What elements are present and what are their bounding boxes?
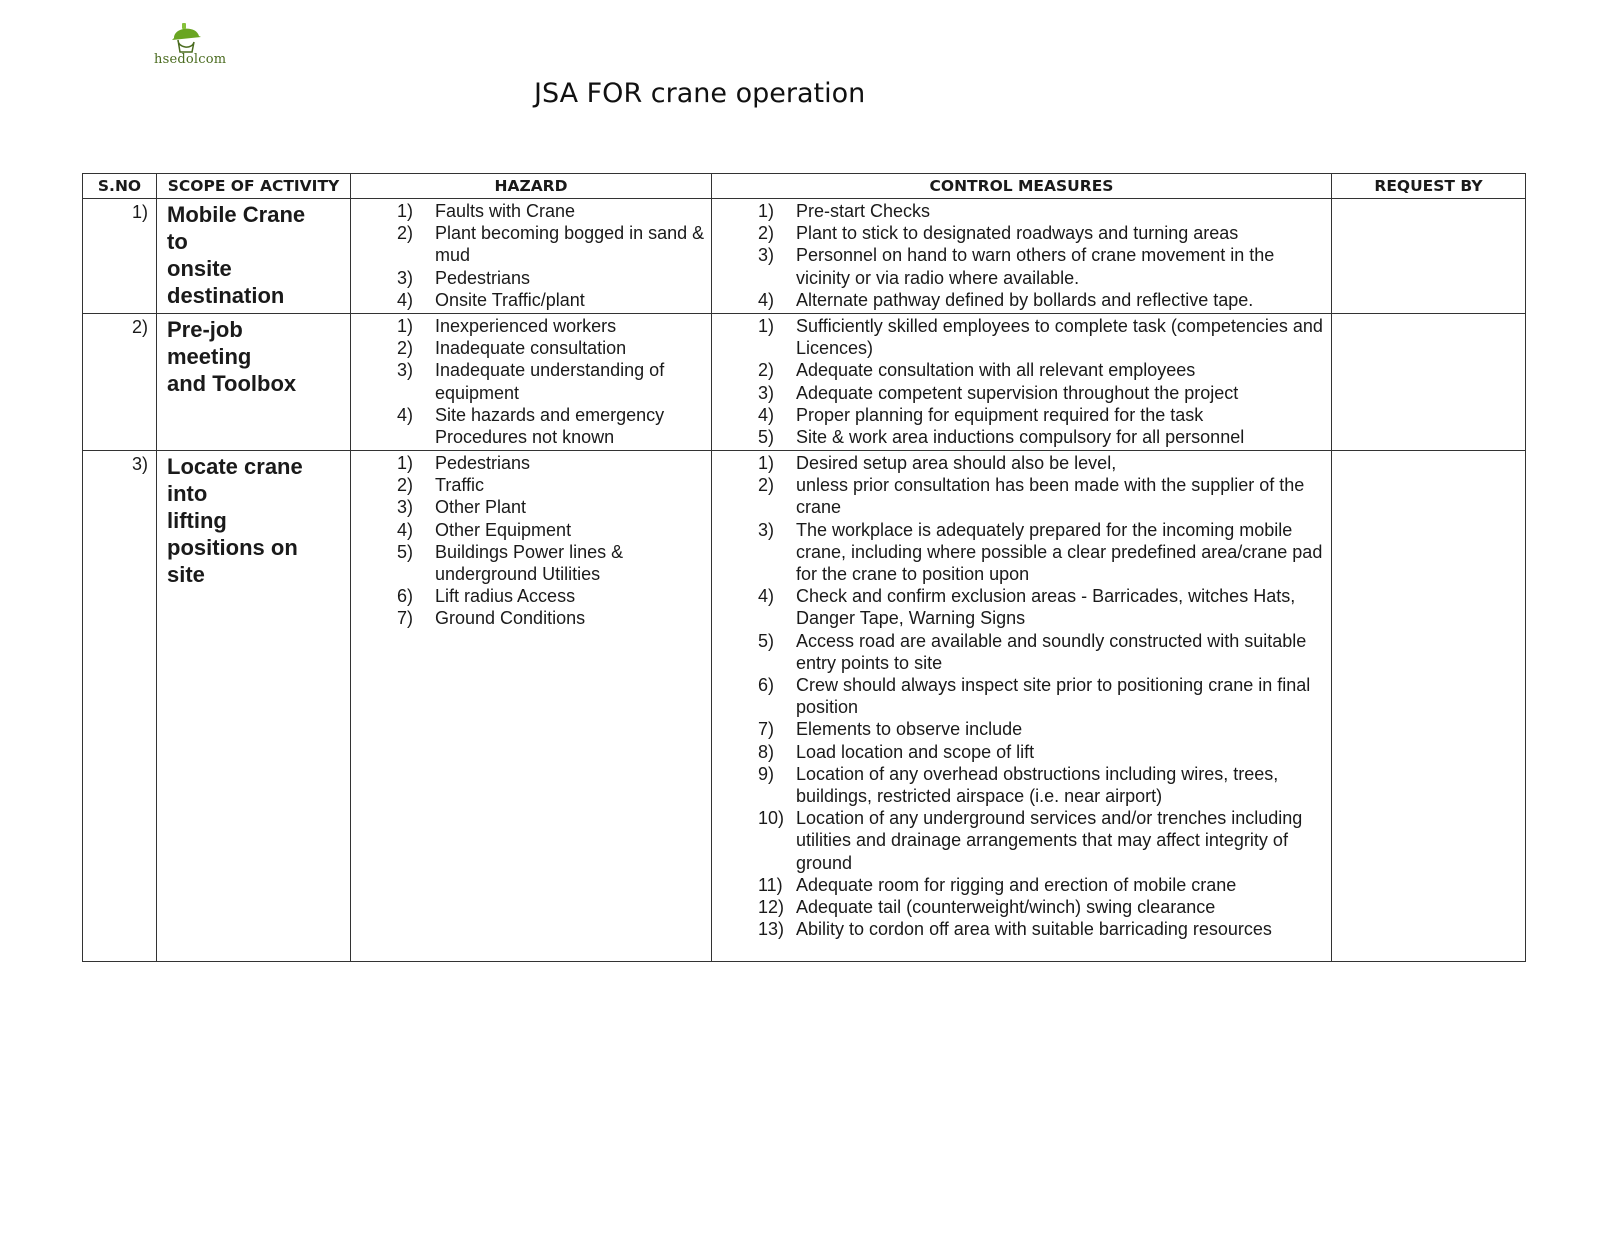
item-number: 2)	[397, 338, 414, 359]
item-number: 5)	[758, 427, 775, 448]
item-text: Lift radius Access	[435, 586, 576, 607]
hazard-item	[351, 289, 707, 311]
hazard-item	[351, 222, 707, 266]
item-text: Faults with Crane	[435, 201, 576, 221]
item-number: 2)	[397, 475, 414, 496]
item-number: 1)	[758, 316, 775, 336]
scope-line: Locate crane	[167, 454, 303, 479]
item-number: 3)	[397, 267, 414, 288]
row-number: 3)	[83, 451, 157, 962]
scope-line: onsite	[167, 256, 232, 281]
control-item	[712, 289, 1327, 311]
item-text: Plant becoming bogged in sand & mud	[435, 223, 705, 266]
item-text: Pre-start Checks	[796, 201, 931, 221]
control-item	[712, 200, 1327, 222]
hazard-list	[351, 315, 707, 448]
scope-line: positions on	[167, 535, 298, 560]
item-text: Site & work area inductions compulsory for all personnel	[796, 427, 1245, 448]
control-item	[712, 474, 1327, 518]
hazard-item	[351, 337, 707, 359]
control-item	[712, 382, 1327, 404]
item-number: 3)	[758, 519, 775, 540]
column-header-control-measures: CONTROL MEASURES	[712, 174, 1332, 199]
item-text: Check and confirm exclusion areas - Barricades, witches Hats, Danger Tape, Warning Signs	[796, 586, 1296, 629]
hazard-cell	[351, 314, 712, 451]
item-text: Sufficiently skilled employees to complete task (competencies and Licences)	[796, 316, 1323, 359]
request-by-cell	[1332, 314, 1526, 451]
item-number: 1)	[397, 201, 414, 221]
item-text: Load location and scope of lift	[796, 741, 1035, 762]
scope-of-activity	[157, 314, 351, 451]
item-number: 4)	[397, 404, 414, 425]
item-number: 9)	[758, 763, 775, 784]
scope-line: to	[167, 229, 188, 254]
item-text: Inadequate understanding of equipment	[435, 360, 665, 403]
item-text: Buildings Power lines & underground Utilities	[435, 541, 624, 585]
hazard-item	[351, 200, 707, 222]
table-row	[83, 451, 1526, 962]
control-item	[712, 874, 1327, 896]
item-number: 1)	[397, 453, 414, 473]
control-item	[712, 585, 1327, 629]
item-text: Adequate consultation with all relevant employees	[796, 360, 1196, 381]
item-number: 2)	[397, 223, 414, 244]
scope-line: Mobile Crane	[167, 202, 306, 227]
control-item	[712, 452, 1327, 474]
scope-of-activity	[157, 199, 351, 314]
item-text: Location of any overhead obstructions including wires, trees, buildings, restricted airspace (i.e. near airport)	[796, 763, 1279, 807]
item-number: 4)	[758, 586, 775, 607]
control-item	[712, 896, 1327, 918]
control-item	[712, 519, 1327, 586]
item-text: Adequate competent supervision throughout the project	[796, 382, 1239, 403]
item-number: 2)	[758, 475, 775, 496]
item-number: 3)	[758, 245, 775, 266]
item-text: Inexperienced workers	[435, 316, 617, 336]
control-item	[712, 763, 1327, 807]
item-number: 1)	[397, 316, 414, 336]
column-header-scope: SCOPE OF ACTIVITY	[157, 174, 351, 199]
item-number: 4)	[758, 289, 775, 310]
item-number: 10)	[758, 808, 785, 829]
request-by-cell	[1332, 451, 1526, 962]
item-text: unless prior consultation has been made with the supplier of the crane	[796, 475, 1305, 518]
item-text: Crew should always inspect site prior to positioning crane in final position	[796, 675, 1311, 718]
company-logo	[150, 22, 227, 70]
item-number: 6)	[758, 675, 775, 696]
item-number: 3)	[758, 382, 775, 403]
hazard-item	[351, 315, 707, 337]
control-measures-cell	[712, 451, 1332, 962]
row-number: 2)	[83, 314, 157, 451]
item-number: 2)	[758, 223, 775, 244]
hazard-cell	[351, 199, 712, 314]
control-item	[712, 674, 1327, 718]
item-text: Desired setup area should also be level,	[796, 453, 1117, 473]
hardhat-worker-icon	[168, 22, 204, 54]
item-text: Elements to observe include	[796, 719, 1023, 740]
item-text: Adequate room for rigging and erection of mobile crane	[796, 874, 1237, 895]
control-measures-cell	[712, 199, 1332, 314]
item-number: 11)	[758, 874, 783, 895]
control-measures-list	[712, 200, 1327, 311]
scope-line: lifting	[167, 508, 227, 533]
control-item	[712, 244, 1327, 288]
item-text: Plant to stick to designated roadways and turning areas	[796, 223, 1239, 244]
item-number: 3)	[397, 360, 414, 381]
item-number: 1)	[758, 201, 775, 221]
hazard-item	[351, 404, 707, 448]
item-text: Ability to cordon off area with suitable barricading resources	[796, 919, 1272, 940]
control-item	[712, 315, 1327, 359]
item-text: Adequate tail (counterweight/winch) swing clearance	[796, 897, 1216, 918]
scope-of-activity	[157, 451, 351, 962]
item-number: 13)	[758, 919, 785, 940]
request-by-cell	[1332, 199, 1526, 314]
item-text: Other Plant	[435, 497, 527, 518]
hazard-item	[351, 267, 707, 289]
control-item	[712, 359, 1327, 381]
hazard-item	[351, 585, 707, 607]
item-text: Inadequate consultation	[435, 338, 627, 359]
table-row	[83, 199, 1526, 314]
item-text: Personnel on hand to warn others of crane movement in the vicinity or via radio where available.	[796, 245, 1275, 288]
item-text: Pedestrians	[435, 453, 531, 473]
control-item	[712, 426, 1327, 448]
item-number: 8)	[758, 741, 775, 762]
item-number: 5)	[758, 630, 775, 651]
column-header-hazard: HAZARD	[351, 174, 712, 199]
control-item	[712, 630, 1327, 674]
scope-line: into	[167, 481, 208, 506]
hazard-item	[351, 452, 707, 474]
hazard-list	[351, 200, 707, 311]
item-text: Proper planning for equipment required for the task	[796, 404, 1204, 425]
control-measures-list	[712, 452, 1327, 940]
scope-line: site	[167, 562, 205, 587]
hazard-item	[351, 474, 707, 496]
control-item	[712, 918, 1327, 940]
item-text: Site hazards and emergency Procedures not known	[435, 404, 665, 448]
scope-line: destination	[167, 283, 285, 308]
item-text: Access road are available and soundly constructed with suitable entry points to site	[796, 630, 1307, 673]
item-text: Location of any underground services and/or trenches including utilities and drainage arrangements that may affect integrity of ground	[796, 808, 1303, 873]
item-text: Ground Conditions	[435, 608, 586, 629]
control-item	[712, 807, 1327, 874]
item-number: 5)	[397, 541, 414, 562]
column-header-sno: S.NO	[83, 174, 157, 199]
scope-line: meeting	[167, 344, 252, 369]
item-number: 7)	[758, 719, 775, 740]
control-item	[712, 718, 1327, 740]
column-header-request-by: REQUEST BY	[1332, 174, 1526, 199]
table-row	[83, 314, 1526, 451]
item-number: 4)	[397, 289, 414, 310]
item-number: 7)	[397, 608, 414, 629]
item-text: The workplace is adequately prepared for the incoming mobile crane, including where possible a clear predefined area/crane pad for the crane to position upon	[796, 519, 1323, 585]
control-measures-cell	[712, 314, 1332, 451]
item-text: Alternate pathway defined by bollards and reflective tape.	[796, 289, 1254, 310]
item-number: 3)	[397, 497, 414, 518]
item-text: Pedestrians	[435, 267, 531, 288]
control-item	[712, 741, 1327, 763]
hazard-item	[351, 607, 707, 629]
hazard-item	[351, 519, 707, 541]
control-item	[712, 404, 1327, 426]
item-number: 4)	[758, 404, 775, 425]
jsa-table	[82, 173, 1526, 962]
item-number: 6)	[397, 586, 414, 607]
table-header-row	[83, 174, 1526, 199]
scope-line: Pre-job	[167, 317, 243, 342]
item-text: Other Equipment	[435, 519, 572, 540]
item-number: 2)	[758, 360, 775, 381]
scope-line: and Toolbox	[167, 371, 297, 396]
row-number: 1)	[83, 199, 157, 314]
item-number: 1)	[758, 453, 775, 473]
hazard-cell	[351, 451, 712, 962]
hazard-item	[351, 496, 707, 518]
control-measures-list	[712, 315, 1327, 448]
hazard-item	[351, 541, 707, 585]
page-title: JSA FOR crane operation	[534, 78, 866, 109]
hazard-list	[351, 452, 707, 630]
hazard-item	[351, 359, 707, 403]
logo-text: hsedolcom	[154, 52, 227, 67]
item-number: 4)	[397, 519, 414, 540]
control-item	[712, 222, 1327, 244]
item-number: 12)	[758, 897, 785, 918]
item-text: Onsite Traffic/plant	[435, 289, 585, 310]
item-text: Traffic	[435, 475, 485, 496]
